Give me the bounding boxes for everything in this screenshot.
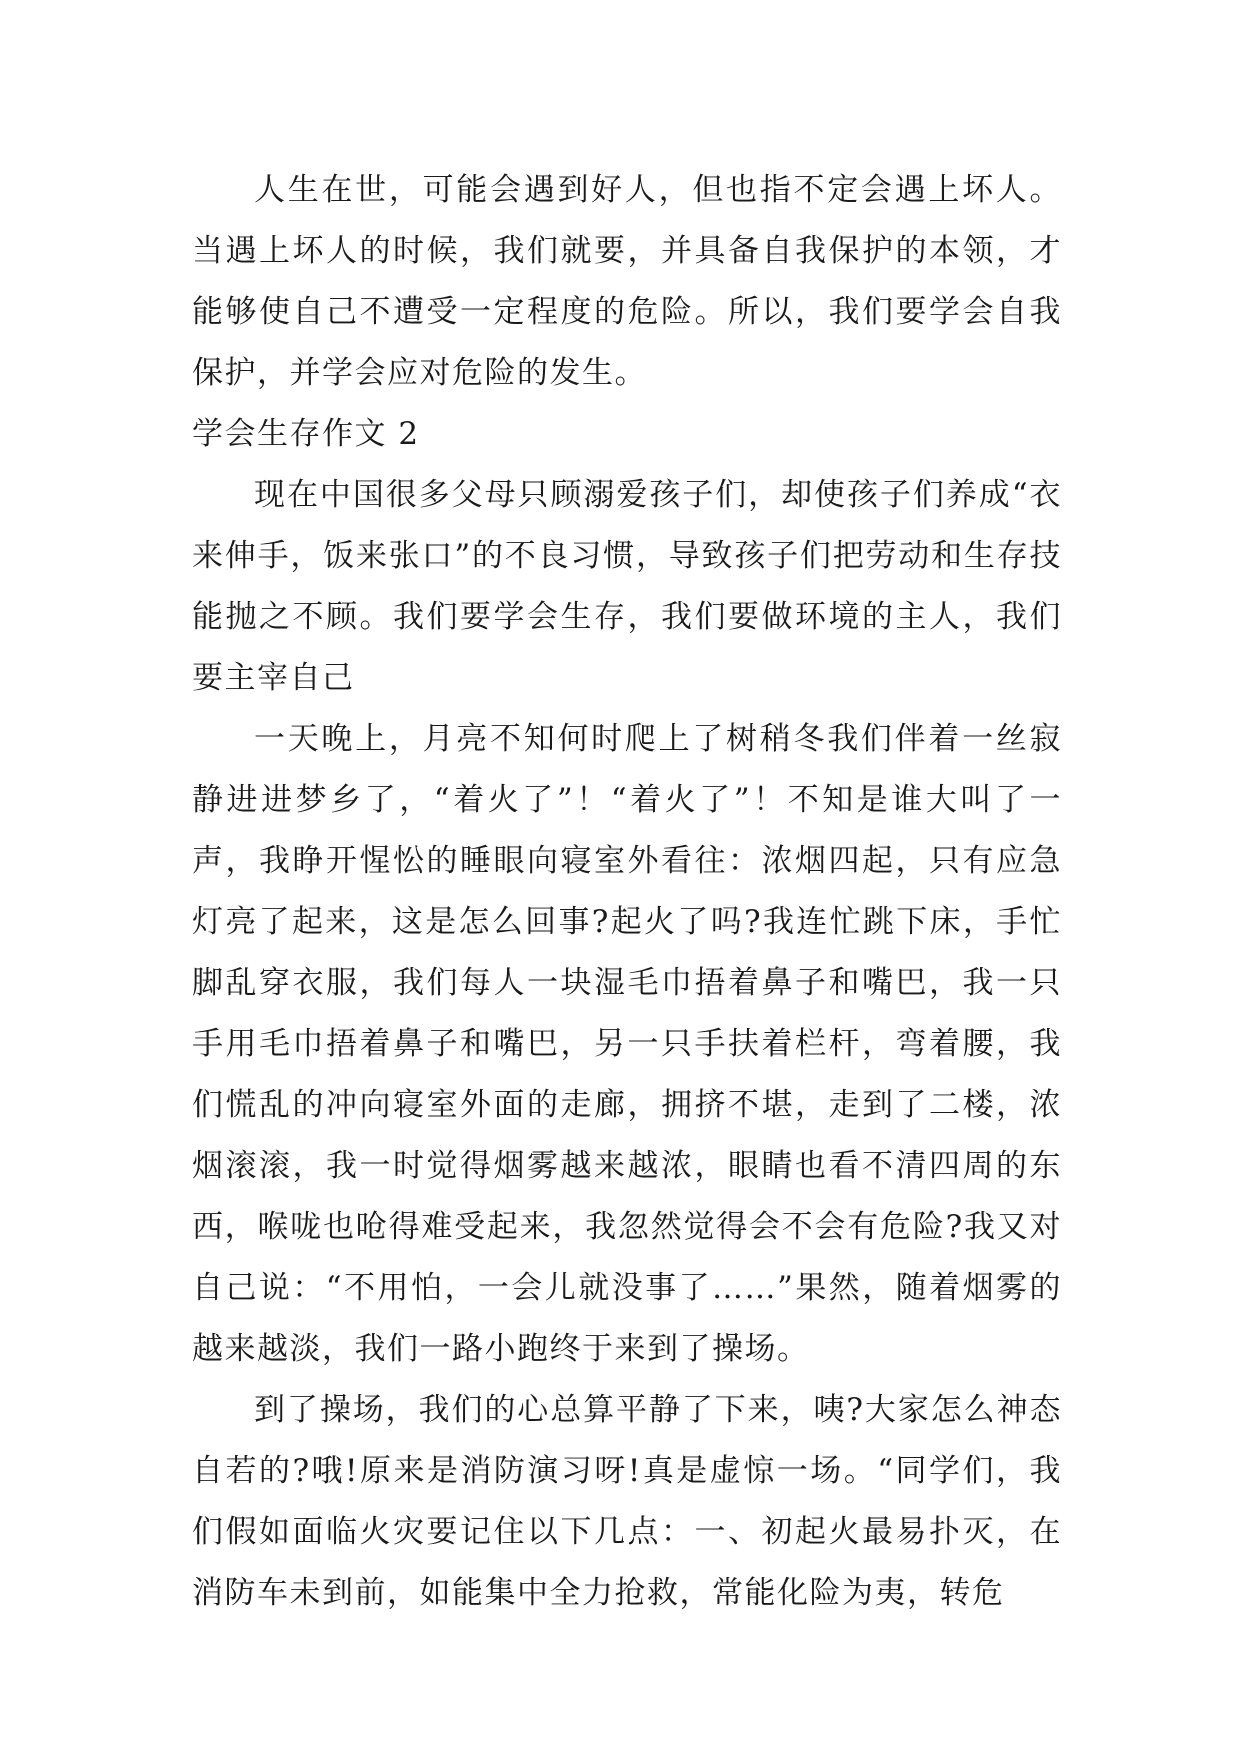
section-heading: 学会生存作文 2: [192, 416, 420, 452]
paragraph-3: 一天晚上，月亮不知何时爬上了树稍冬我们伴着一丝寂静进进梦乡了，“着火了”！“着火了”！不知是谁大叫了一声，我睁开惺忪的睡眼向寝室外看往：浓烟四起，只有应急灯亮了起来，这是怎么回事?起火了吗?我连忙跳下床，手忙脚乱穿衣服，我们每人一块湿毛巾捂着鼻子和嘴巴，我一只手用毛巾捂着鼻子和嘴巴，另一只手扶着栏杆，弯着腰，我们慌乱的冲向寝室外面的走廊，拥挤不堪，走到了二楼，浓烟滚滚，我一时觉得烟雾越来越浓，眼睛也看不清四周的东西，喉咙也呛得难受起来，我忽然觉得会不会有危险?我又对自己说：“不用怕，一会儿就没事了……”果然，随着烟雾的越来越淡，我们一路小跑终于来到了操场。: [192, 721, 1062, 1367]
paragraph-4: 到了操场，我们的心总算平静了下来，咦?大家怎么神态自若的?哦!原来是消防演习呀!真是虚惊一场。“同学们，我们假如面临火灾要记住以下几点：一、初起火最易扑灭，在消防车未到前，如能集中全力抢救，常能化险为夷，转危: [192, 1392, 1062, 1611]
paragraph-2: 现在中国很多父母只顾溺爱孩子们，却使孩子们养成“衣来伸手，饭来张口”的不良习惯，导致孩子们把劳动和生存技能抛之不顾。我们要学会生存，我们要做环境的主人，我们要主宰自己: [192, 477, 1062, 696]
paragraph-1: 人生在世，可能会遇到好人，但也指不定会遇上坏人。当遇上坏人的时候，我们就要，并具备自我保护的本领，才能够使自己不遭受一定程度的危险。所以，我们要学会自我保护，并学会应对危险的发生。: [192, 172, 1062, 391]
document-body: [192, 160, 1062, 1624]
